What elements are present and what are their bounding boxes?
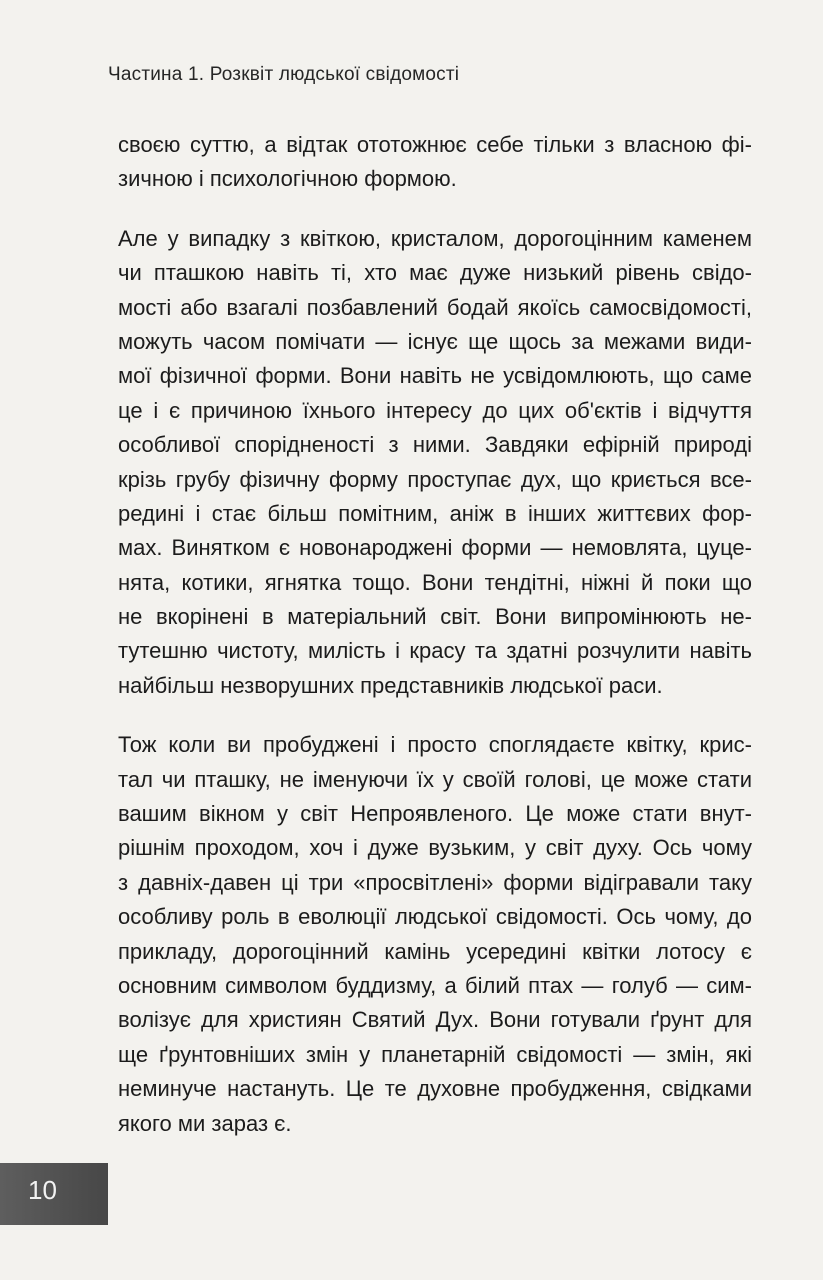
text-line: крізь грубу фізичну форму проступає дух, що криється все- bbox=[118, 466, 752, 492]
text-line: особливу роль в еволюції людської свідомості. Ось чому, до bbox=[118, 904, 752, 930]
text-line: з давніх-давен ці три «просвітлені» форми відігравали таку bbox=[118, 869, 752, 895]
paragraph-1 bbox=[118, 128, 752, 197]
text-line: особливої спорідненості з ними. Завдяки ефірній природі bbox=[118, 432, 752, 458]
text-line: волізує для християн Святий Дух. Вони готували ґрунт для bbox=[118, 1007, 752, 1033]
text-line: прикладу, дорогоцінний камінь усередині квітки лотосу є bbox=[118, 938, 752, 964]
text-line: мої фізичної форми. Вони навіть не усвідомлюють, що саме bbox=[118, 363, 752, 389]
text-line: якого ми зараз є. bbox=[118, 1110, 292, 1136]
text-line: мах. Винятком є новонароджені форми — немовлята, цуце- bbox=[118, 535, 752, 561]
text-line: вашим вікном у світ Непроявленого. Це може стати внут- bbox=[118, 801, 752, 827]
text-line: тал чи пташку, не іменуючи їх у своїй голові, це може стати bbox=[118, 766, 752, 792]
running-header: Частина 1. Розквіт людської свідомості bbox=[108, 64, 460, 85]
text-line: найбільш незворушних представників людської раси. bbox=[118, 672, 663, 698]
text-line: чи пташкою навіть ті, хто має дуже низький рівень свідо- bbox=[118, 260, 752, 286]
text-line: редині і стає більш помітним, аніж в інших життєвих фор- bbox=[118, 500, 752, 526]
body-text bbox=[118, 128, 752, 1166]
text-line: не вкорінені в матеріальний світ. Вони випромінюють не- bbox=[118, 604, 752, 630]
text-line: зичною і психологічною формою. bbox=[118, 166, 457, 192]
paragraph-2 bbox=[118, 222, 752, 703]
text-line: можуть часом помічати — існує ще щось за межами види- bbox=[118, 328, 752, 354]
paragraph-3 bbox=[118, 728, 752, 1141]
text-line: Тож коли ви пробуджені і просто споглядаєте квітку, крис- bbox=[118, 732, 752, 758]
text-line: нята, котики, ягнятка тощо. Вони тендітні, ніжні й поки що bbox=[118, 569, 752, 595]
text-line: мості або взагалі позбавлений бодай якоїсь самосвідомості, bbox=[118, 294, 752, 320]
text-line: ще ґрунтовніших змін у планетарній свідомості — змін, які bbox=[118, 1041, 752, 1067]
page-number: 10 bbox=[28, 1175, 57, 1205]
text-line: основним символом буддизму, а білий птах — голуб — сим- bbox=[118, 972, 752, 998]
text-line: це і є причиною їхнього інтересу до цих об'єктів і відчуття bbox=[118, 397, 752, 423]
text-line: неминуче настануть. Це те духовне пробудження, свідками bbox=[118, 1076, 752, 1102]
text-line: тутешню чистоту, милість і красу та здатні розчулити навіть bbox=[118, 638, 752, 664]
page-number-tab bbox=[0, 1163, 108, 1225]
text-line: своєю суттю, а відтак ототожнює себе тільки з власною фі- bbox=[118, 132, 752, 157]
text-line: Але у випадку з квіткою, кристалом, дорогоцінним каменем bbox=[118, 225, 752, 251]
text-line: рішнім проходом, хоч і дуже вузьким, у світ духу. Ось чому bbox=[118, 835, 752, 861]
